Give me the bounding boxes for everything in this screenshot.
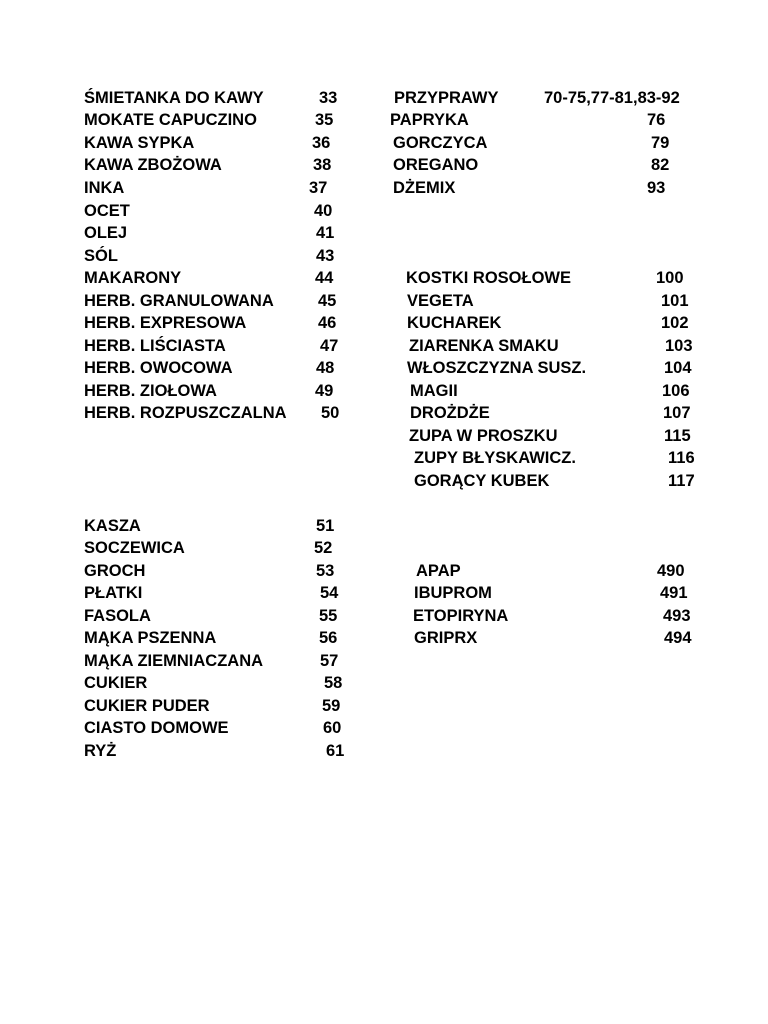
item-code: 33 [319,89,338,107]
item-name: OLEJ [84,224,128,242]
item-code: 40 [314,202,333,220]
item-code: 47 [320,337,339,355]
item-name: INKA [84,179,125,197]
item-name: GROCH [84,562,146,580]
item-name: CUKIER PUDER [84,697,210,715]
item-code: 493 [663,607,691,625]
item-name: RYŻ [84,742,117,760]
item-code: 79 [651,134,670,152]
item-name: HERB. GRANULOWANA [84,292,274,310]
item-name: SOCZEWICA [84,539,185,557]
item-code: 104 [664,359,692,377]
item-name: GRIPRX [414,629,478,647]
item-code: 494 [664,629,692,647]
item-name: HERB. LIŚCIASTA [84,337,226,355]
item-name: ZUPA W PROSZKU [409,427,558,445]
item-name: MĄKA ZIEMNIACZANA [84,652,264,670]
item-code: 115 [664,427,691,445]
item-code: 76 [647,111,666,129]
item-code: 491 [660,584,688,602]
item-name: VEGETA [407,292,474,310]
item-code: 48 [316,359,335,377]
item-code: 35 [315,111,334,129]
item-name: KUCHAREK [407,314,502,332]
item-code: 102 [661,314,689,332]
item-name: HERB. EXPRESOWA [84,314,247,332]
item-code: 36 [312,134,331,152]
item-name: KAWA ZBOŻOWA [84,156,222,174]
item-name: ETOPIRYNA [413,607,509,625]
item-code: 70-75,77-81,83-92 [544,89,680,107]
item-name: PRZYPRAWY [394,89,499,107]
item-code: 93 [647,179,666,197]
item-code: 106 [662,382,690,400]
item-code: 54 [320,584,339,602]
item-name: GORĄCY KUBEK [414,472,550,490]
item-name: PAPRYKA [390,111,469,129]
item-code: 43 [316,247,335,265]
item-code: 44 [315,269,334,287]
item-code: 57 [320,652,339,670]
item-name: WŁOSZCZYZNA SUSZ. [407,359,587,377]
item-code: 101 [661,292,689,310]
item-name: OREGANO [393,156,479,174]
item-name: PŁATKI [84,584,143,602]
item-name: ZUPY BŁYSKAWICZ. [414,449,576,467]
item-code: 38 [313,156,332,174]
item-code: 37 [309,179,328,197]
item-name: DROŻDŻE [410,404,490,422]
item-name: HERB. ROZPUSZCZALNA [84,404,287,422]
item-name: ŚMIETANKA DO KAWY [84,89,264,107]
item-code: 59 [322,697,341,715]
item-name: MOKATE CAPUCZINO [84,111,257,129]
item-code: 56 [319,629,338,647]
item-code: 50 [321,404,340,422]
item-code: 103 [665,337,693,355]
item-code: 82 [651,156,670,174]
item-name: DŻEMIX [393,179,456,197]
item-name: APAP [416,562,461,580]
item-name: OCET [84,202,130,220]
item-code: 45 [318,292,337,310]
item-code: 490 [657,562,685,580]
item-name: MAKARONY [84,269,182,287]
item-code: 41 [316,224,335,242]
item-code: 60 [323,719,342,737]
item-name: FASOLA [84,607,151,625]
item-code: 117 [668,472,695,490]
item-name: KASZA [84,517,141,535]
item-code: 53 [316,562,335,580]
item-name: IBUPROM [414,584,492,602]
item-code: 52 [314,539,333,557]
item-code: 55 [319,607,338,625]
item-code: 107 [663,404,691,422]
item-code: 116 [668,449,695,467]
item-name: CUKIER [84,674,148,692]
item-code: 46 [318,314,337,332]
item-name: HERB. OWOCOWA [84,359,233,377]
item-name: SÓL [84,247,118,265]
item-code: 100 [656,269,684,287]
item-code: 49 [315,382,334,400]
item-code: 51 [316,517,335,535]
item-code: 58 [324,674,343,692]
item-name: KAWA SYPKA [84,134,195,152]
item-code: 61 [326,742,345,760]
item-name: MAGII [410,382,458,400]
item-name: HERB. ZIOŁOWA [84,382,217,400]
item-name: GORCZYCA [393,134,488,152]
item-name: KOSTKI ROSOŁOWE [406,269,571,287]
item-name: CIASTO DOMOWE [84,719,229,737]
item-name: MĄKA PSZENNA [84,629,217,647]
item-name: ZIARENKA SMAKU [409,337,559,355]
